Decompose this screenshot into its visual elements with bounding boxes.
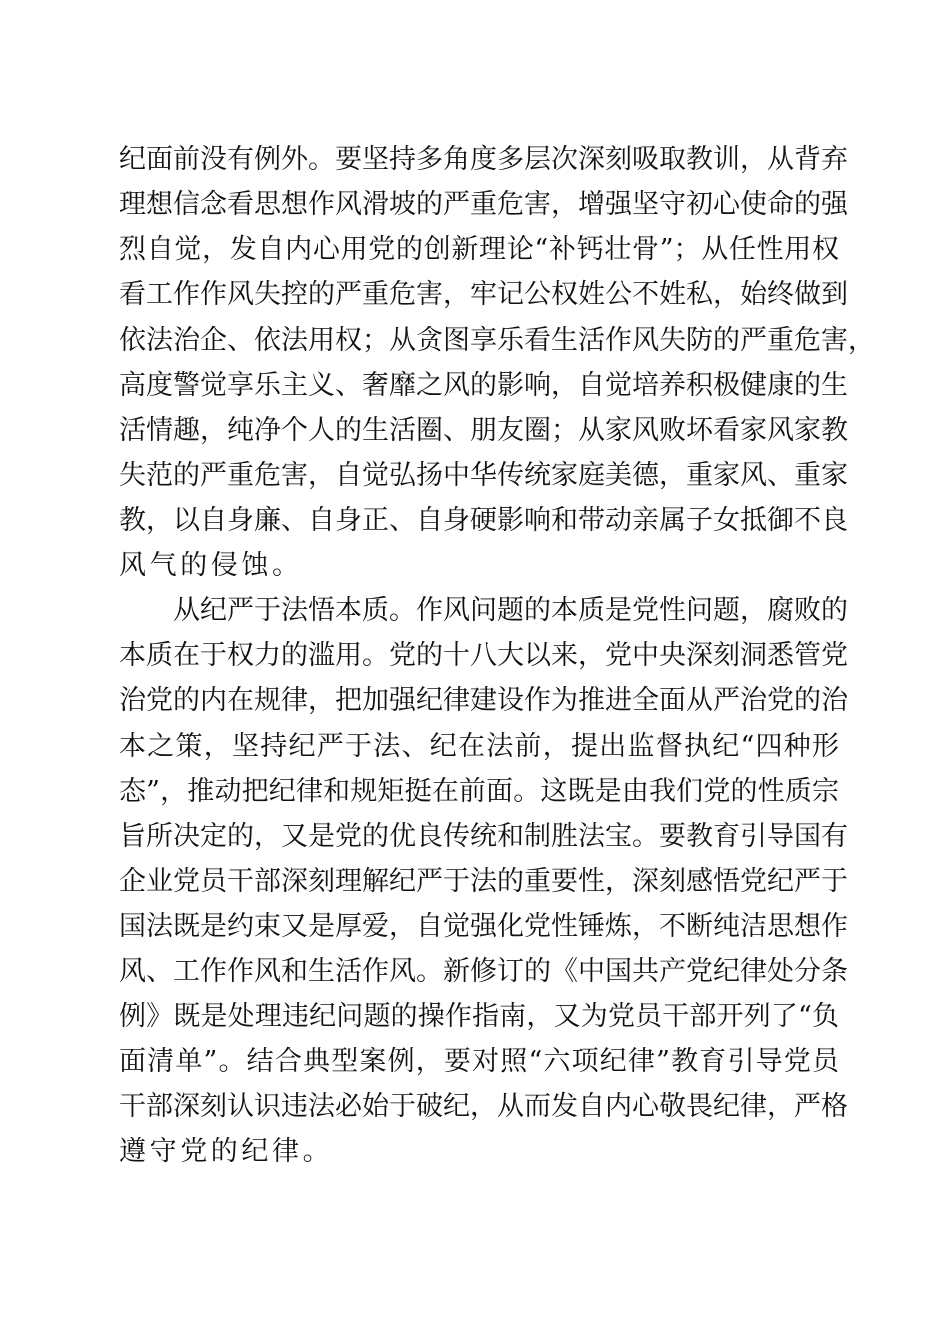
text-line: 国法既是约束又是厚爱，自觉强化党性锤炼，不断纯洁思想作 xyxy=(119,911,848,942)
text-line: 教，以自身廉、自身正、自身硬影响和带动亲属子女抵御不良 xyxy=(119,505,848,536)
text-line: 遵守党的纪律。 xyxy=(119,1136,334,1167)
text-line: 风、工作作风和生活作风。新修订的《中国共产党纪律处分条 xyxy=(119,956,848,987)
text-line: 烈自觉，发自内心用党的创新理论“补钙壮骨”；从任性用权 xyxy=(119,234,839,265)
text-line: 看工作作风失控的严重危害，牢记公权姓公不姓私，始终做到 xyxy=(119,279,848,310)
text-line: 态”，推动把纪律和规矩挺在前面。这既是由我们党的性质宗 xyxy=(119,776,839,807)
text-line: 企业党员干部深刻理解纪严于法的重要性，深刻感悟党纪严于 xyxy=(119,866,848,897)
text-line: 例》既是处理违纪问题的操作指南，又为党员干部开列了“负 xyxy=(119,1001,839,1032)
text-line: 依法治企、依法用权；从贪图享乐看生活作风失防的严重危害， xyxy=(119,325,875,356)
text-line: 干部深刻认识违法必始于破纪，从而发自内心敬畏纪律，严格 xyxy=(119,1091,848,1122)
text-line: 面清单”。结合典型案例，要对照“六项纪律”教育引导党员 xyxy=(119,1046,839,1077)
text-line: 失范的严重危害，自觉弘扬中华传统家庭美德，重家风、重家 xyxy=(119,460,848,491)
text-line: 高度警觉享乐主义、奢靡之风的影响，自觉培养积极健康的生 xyxy=(119,370,848,401)
text-line: 从纪严于法悟本质。作风问题的本质是党性问题，腐败的 xyxy=(173,595,848,626)
text-line: 本质在于权力的滥用。党的十八大以来，党中央深刻洞悉管党 xyxy=(119,640,848,671)
text-line: 纪面前没有例外。要坚持多角度多层次深刻吸取教训，从背弃 xyxy=(119,144,848,175)
text-line: 理想信念看思想作风滑坡的严重危害，增强坚守初心使命的强 xyxy=(119,189,848,220)
text-line: 旨所决定的，又是党的优良传统和制胜法宝。要教育引导国有 xyxy=(119,821,848,852)
text-line: 本之策，坚持纪严于法、纪在法前，提出监督执纪“四种形 xyxy=(119,731,839,762)
text-line: 治党的内在规律，把加强纪律建设作为推进全面从严治党的治 xyxy=(119,685,848,716)
text-line: 活情趣，纯净个人的生活圈、朋友圈；从家风败坏看家风家教 xyxy=(119,415,848,446)
text-line: 风气的侵蚀。 xyxy=(119,550,303,581)
